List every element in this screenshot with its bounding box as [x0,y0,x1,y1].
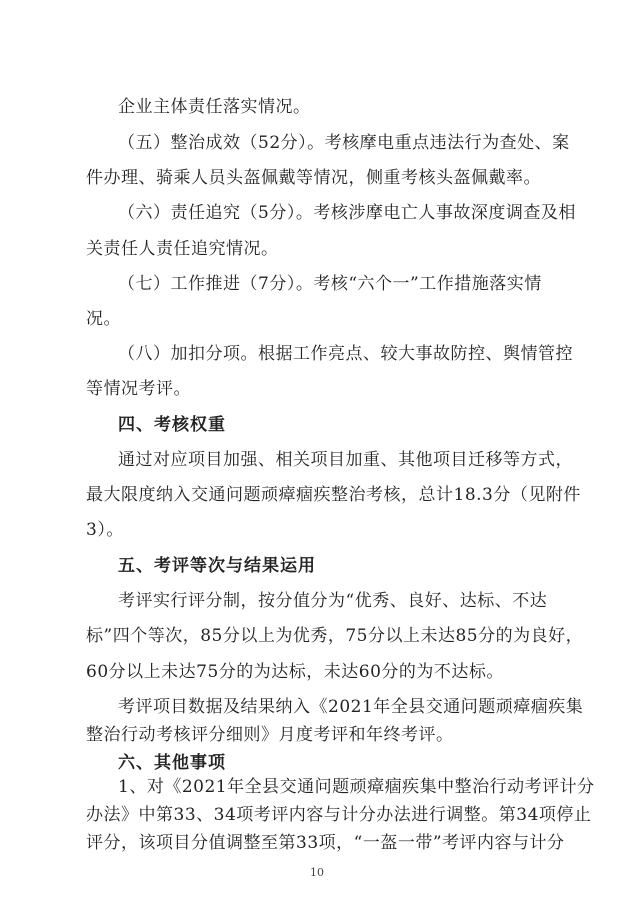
text-line: 3）。 [86,520,124,540]
text-line: （七）工作推进（7分）。考核“六个一”工作措施落实情 [118,274,542,294]
text-line: 考评项目数据及结果纳入《2021年全县交通问题顽瘴痼疾集 [118,697,584,717]
text-line: 件办理、骑乘人员头盔佩戴等情况，侧重考核头盔佩戴率。 [86,168,541,188]
text-line: 标”四个等次，85分以上为优秀，75分以上未达85分的为良好， [86,626,584,646]
text-line: （五）整治成效（52分）。考核摩电重点违法行为查处、案 [118,133,570,153]
text-line: （六）责任追究（5分）。考核涉摩电亡人事故深度调查及相 [118,203,576,223]
text-line: 关责任人责任追究情况。 [86,239,279,259]
section-heading: 五、考评等次与结果运用 [118,556,316,576]
text-line: （八）加扣分项。根据工作亮点、较大事故防控、舆情管控 [118,344,573,364]
text-line: 60分以上未达75分的为达标，未达60分的为不达标。 [86,662,504,682]
text-line: 办法》中第33、34项考评内容与计分办法进行调整。第34项停止 [86,805,592,825]
text-line: 评分，该项目分值调整至第33项，“一盔一带”考评内容与计分 [86,833,565,853]
text-line: 最大限度纳入交通问题顽瘴痼疾整治考核，总计18.3分（见附件 [86,485,581,505]
text-line: 等情况考评。 [86,379,191,399]
section-heading: 六、其他事项 [118,753,226,773]
section-heading: 四、考核权重 [118,415,226,435]
text-line: 况。 [86,309,121,329]
text-line: 1、对《2021年全县交通问题顽瘴痼疾集中整治行动考评计分 [118,777,595,797]
page-number: 10 [310,866,324,879]
text-line: 考评实行评分制，按分值分为“优秀、良好、达标、不达 [118,591,548,611]
text-line: 通过对应项目加强、相关项目加重、其他项目迁移等方式， [118,450,573,470]
text-line: 整治行动考核评分细则》月度考评和年终考评。 [86,725,454,745]
text-line: 企业主体责任落实情况。 [118,97,311,117]
